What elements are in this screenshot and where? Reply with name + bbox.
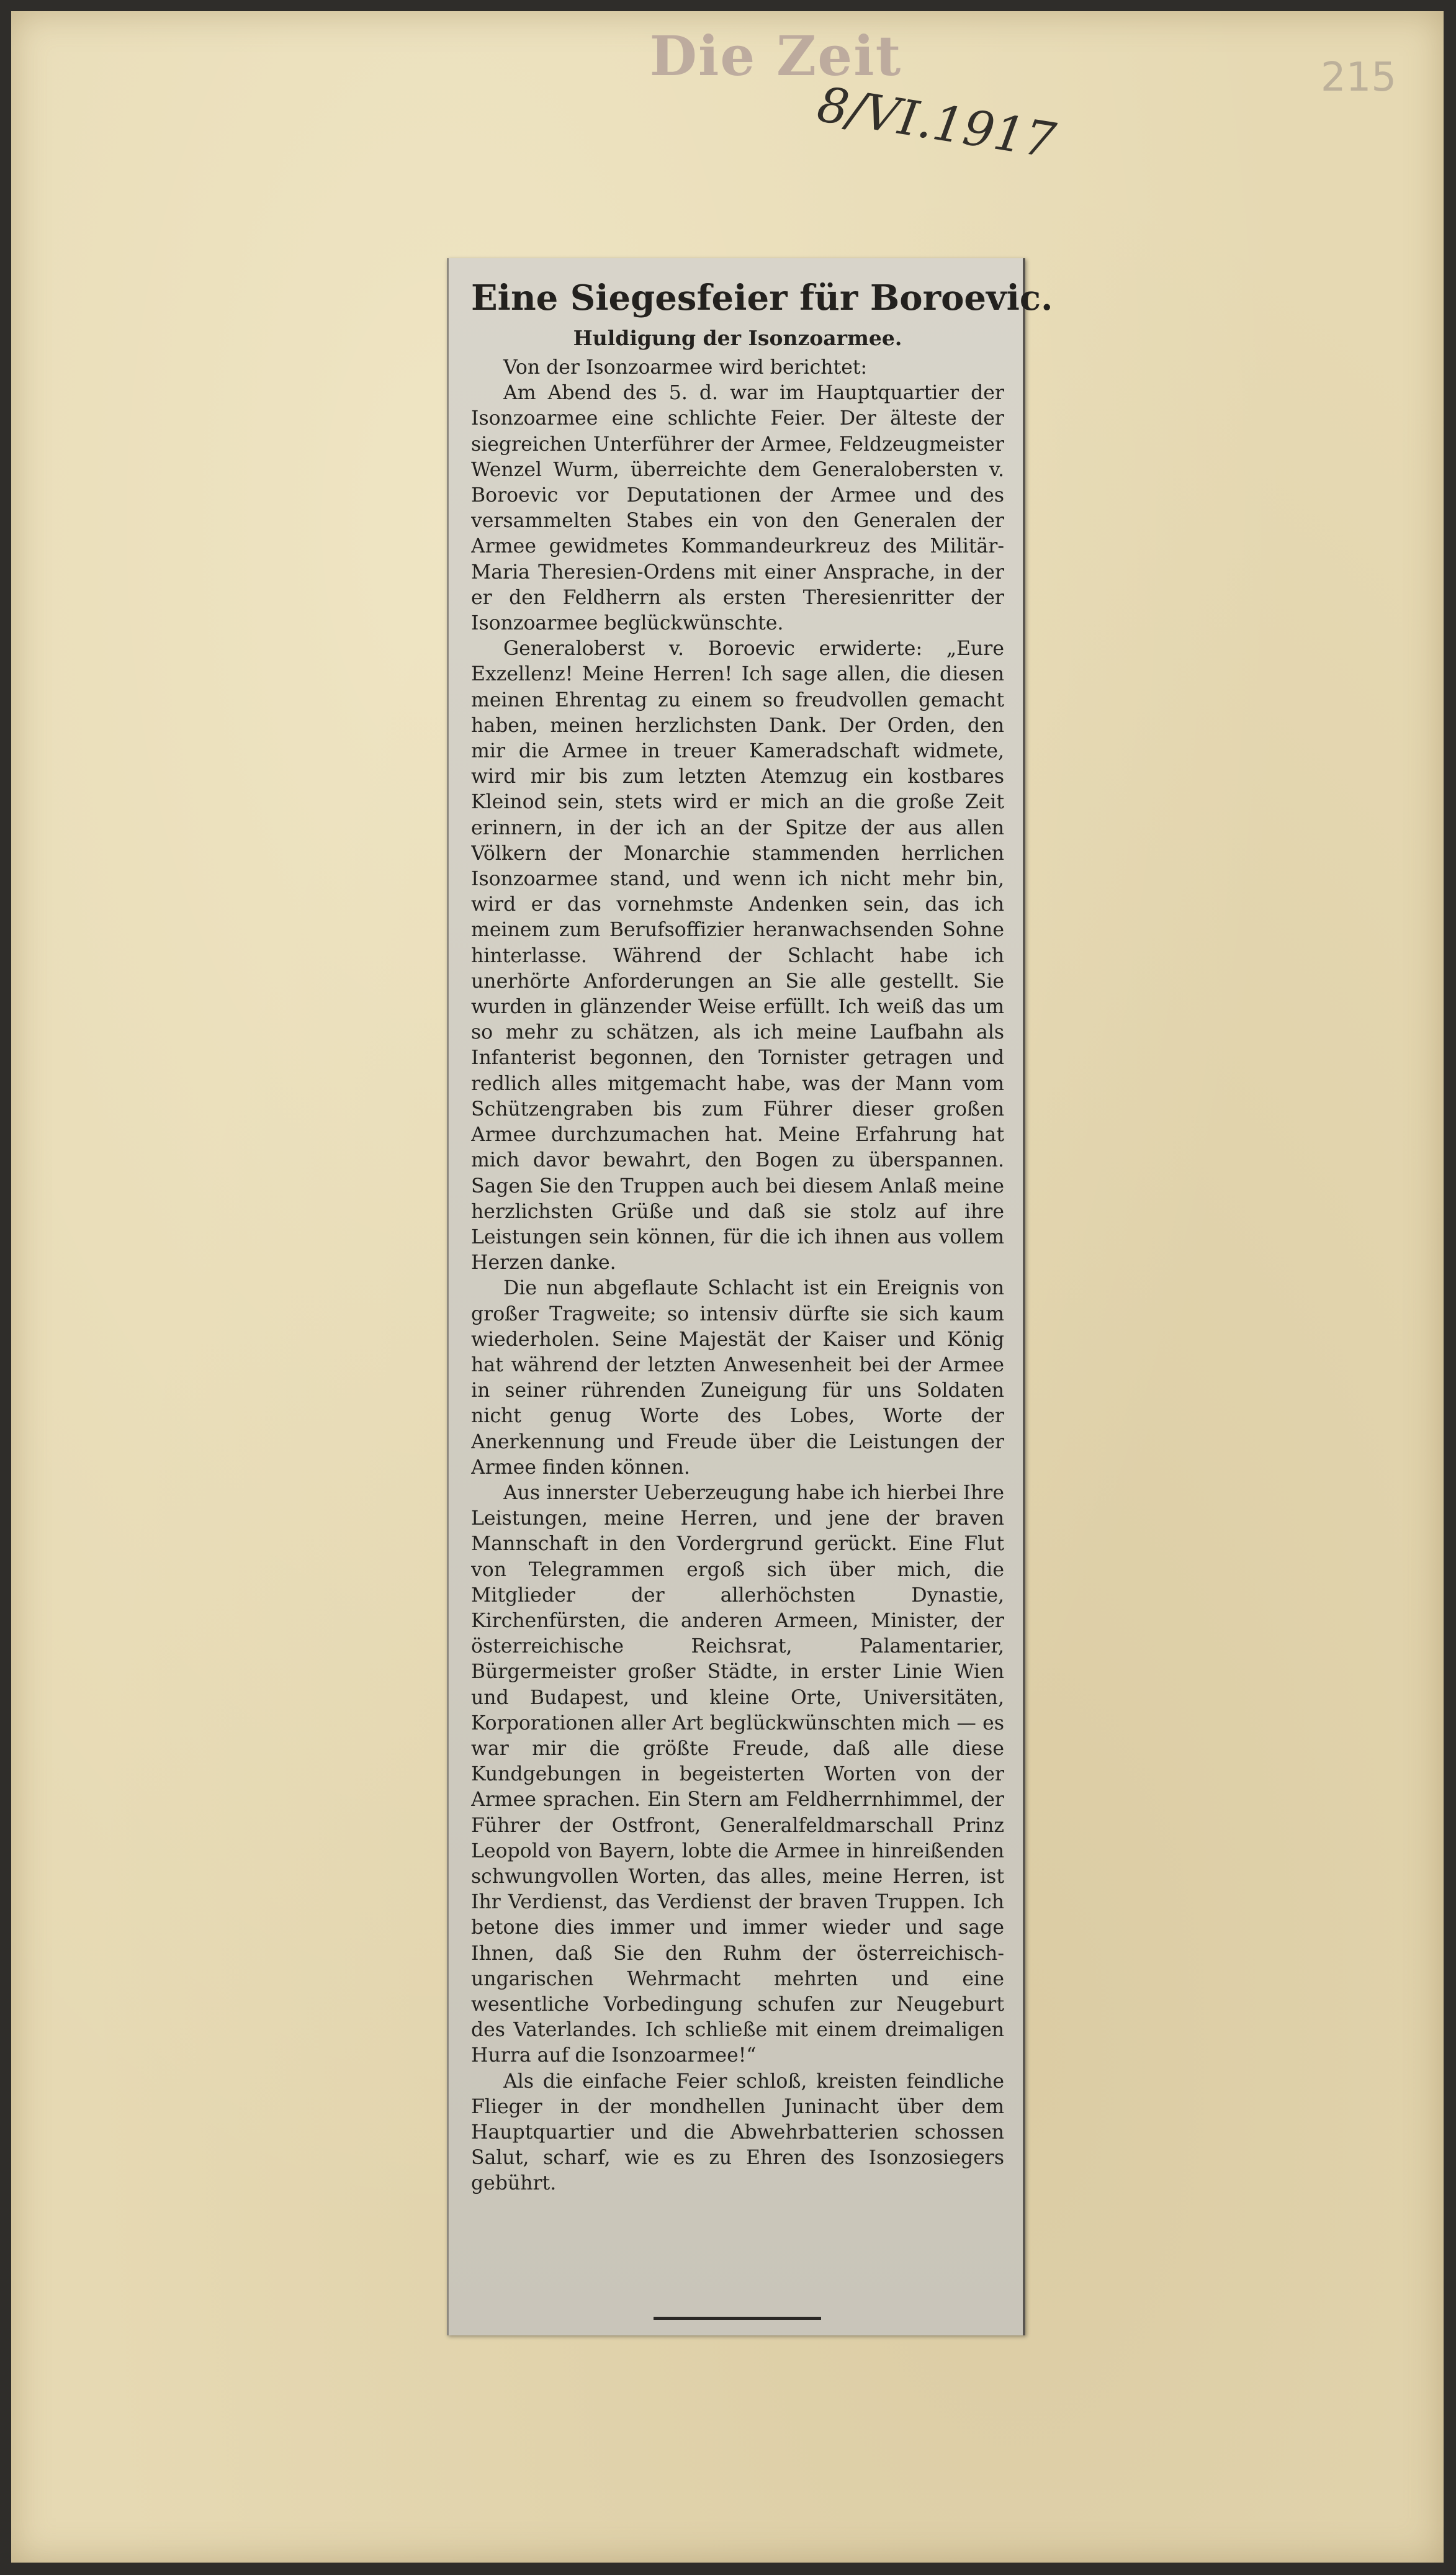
article-paragraph: Generaloberst v. Boroevic erwiderte: „Eure Exzellenz! Meine Herren! Ich sage allen, die diesen meinen Ehrentag zu einem so freudvollen gemacht haben, meinen herzlichsten Dank. Der Orden, den mir die Armee in treuer Kameradschaft widmete, wird mir bis zum letzten Atemzug ein kostbares Kleinod sein, stets wird er mich an die große Zeit erinnern, in der ich an der Spitze der aus allen Völkern der Monarchie stammenden herrlichen Isonzoarmee stand, und wenn ich nicht mehr bin, wird er das vornehmste Andenken sein, das ich meinem zum Berufsoffizier heranwachsenden Sohne hinterlasse. Während der Schlacht habe ich unerhörte Anforderungen an Sie alle gestellt. Sie wurden in glänzender Weise erfüllt. Ich weiß das um so mehr zu schätzen, als ich meine Laufbahn als Infanterist begonnen, den Tornister getragen und redlich alles mitgemacht habe, was der Mann vom Schützengraben bis zum Führer dieser großen Armee durchzumachen hat. Meine Erfahrung hat mich davor bewahrt, den Bogen zu überspannen. Sagen Sie den Truppen auch bei diesem Anlaß meine herzlichsten Grüße und daß sie stolz auf ihre Leistungen sein können, für die ich ihnen aus vollem Herzen danke. [471, 638, 1004, 1274]
end-rule [654, 2317, 821, 2320]
archive-number: 215 [1320, 55, 1397, 101]
article-paragraph: Von der Isonzoarmee wird berichtet: [503, 356, 868, 379]
article-paragraph: Die nun abgeflaute Schlacht ist ein Ereignis von großer Tragweite; so intensiv dürfte sie sich kaum wiederholen. Seine Majestät der Kaiser und König hat während der letzten Anwesenheit bei der Armee in seiner rührenden Zuneigung für uns Soldaten nicht genug Worte des Lobes, Worte der Anerkennung und Freude über die Leistungen der Armee finden können. [471, 1277, 1004, 1479]
archive-sheet [11, 11, 1444, 2563]
handwritten-date: 8/VI.1917 [813, 76, 1059, 169]
article-body [471, 355, 1004, 2197]
article-headline: Eine Siegesfeier für Boroevic. [471, 277, 1053, 318]
newspaper-name-stamp: Die Zeit [649, 24, 902, 88]
article-paragraph: Am Abend des 5. d. war im Hauptquartier der Isonzoarmee eine schlichte Feier. Der älteste der siegreichen Unterführer der Armee, Feldzeugmeister Wenzel Wurm, überreichte dem Generalobersten v. Boroevic vor Deputationen der Armee und des versammelten Stabes ein von den Generalen der Armee gewidmetes Kommandeurkreuz des Militär-Maria Theresien-Ordens mit einer Ansprache, in der er den Feldherrn als ersten Theresienritter der Isonzoarmee beglückwünschte. [471, 382, 1004, 635]
article-paragraph: Als die einfache Feier schloß, kreisten feindliche Flieger in der mondhellen Juninacht über dem Hauptquartier und die Abwehrbatterien schossen Salut, scharf, wie es zu Ehren des Isonzosiegers gebührt. [471, 2070, 1004, 2195]
article-subheadline: Huldigung der Isonzoarmee. [573, 326, 902, 350]
newspaper-clipping [447, 258, 1053, 2335]
article-paragraph: Aus innerster Ueberzeugung habe ich hierbei Ihre Leistungen, meine Herren, und jene der braven Mannschaft in den Vordergrund gerückt. Eine Flut von Telegrammen ergoß sich über mich, die Mitglieder der allerhöchsten Dynastie, Kirchenfürsten, die anderen Armeen, Minister, der österreichische Reichsrat, Palamentarier, Bürgermeister großer Städte, in erster Linie Wien und Budapest, und kleine Orte, Universitäten, Korporationen aller Art beglückwünschten mich — es war mir die größte Freude, daß alle diese Kundgebungen in begeisterten Worten von der Armee sprachen. Ein Stern am Feldherrnhimmel, der Führer der Ostfront, Generalfeldmarschall Prinz Leopold von Bayern, lobte die Armee in hinreißenden schwungvollen Worten, das alles, meine Herren, ist Ihr Verdienst, das Verdienst der braven Truppen. Ich betone dies immer und immer wieder und sage Ihnen, daß Sie den Ruhm der österreichisch-ungarischen Wehrmacht mehrten und eine wesentliche Vorbedingung schufen zur Neugeburt des Vaterlandes. Ich schließe mit einem dreimaligen Hurra auf die Isonzoarmee!“ [471, 1481, 1004, 2067]
